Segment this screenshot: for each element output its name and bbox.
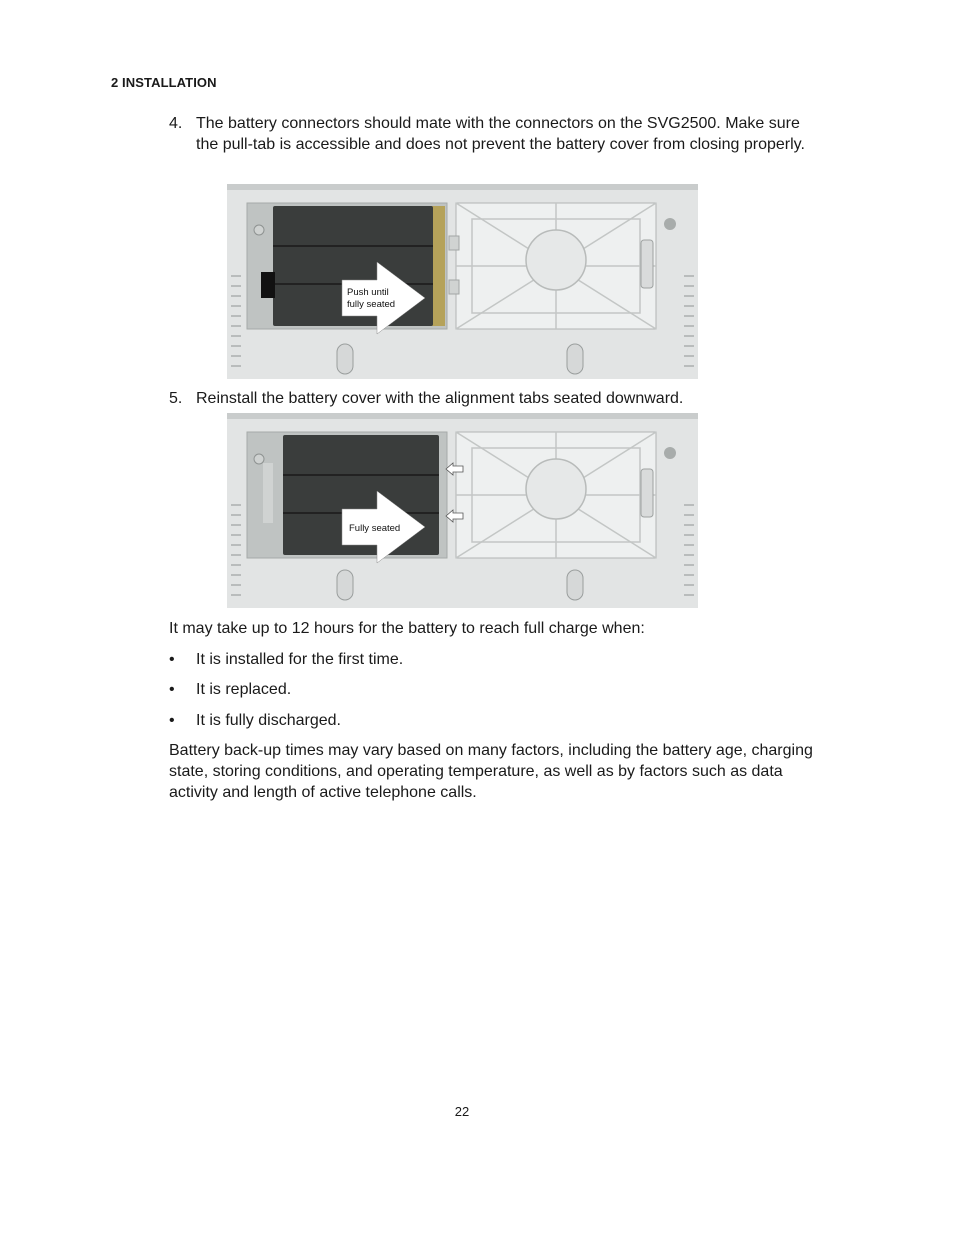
- page-number: 22: [454, 1104, 470, 1119]
- step-number: 5.: [169, 390, 183, 407]
- battery-install-photo: [227, 184, 698, 379]
- battery-cover-photo: [227, 413, 698, 608]
- bullet-icon: •: [169, 681, 175, 698]
- list-item-text: It is fully discharged.: [196, 712, 341, 729]
- step-5: [169, 389, 819, 410]
- list-item: [169, 710, 341, 731]
- charge-intro: It may take up to 12 hours for the battery to reach full charge when:: [169, 620, 645, 637]
- step-4: [169, 114, 819, 155]
- list-item: [169, 679, 291, 700]
- list-item-text: It is installed for the first time.: [196, 651, 404, 668]
- list-item-text: It is replaced.: [196, 681, 292, 698]
- section-header: 2 INSTALLATION: [111, 75, 217, 90]
- callout-push-label-2: fully seated: [347, 299, 396, 310]
- callout-seated-label: Fully seated: [349, 523, 401, 534]
- backup-times-paragraph: Battery back-up times may vary based on many factors, including the battery age, charging state, storing conditions, and operating temperature, as well as by factors such as data activity and length of active telephone calls.: [169, 742, 813, 801]
- callout-push-label: Push until: [347, 287, 389, 298]
- list-item: [169, 649, 403, 670]
- step-text: Reinstall the battery cover with the alignment tabs seated downward.: [196, 390, 684, 407]
- bullet-icon: •: [169, 712, 175, 729]
- step-number: 4.: [169, 115, 183, 132]
- step-text: The battery connectors should mate with the connectors on the SVG2500. Make sure the pull-tab is accessible and does not prevent the battery cover from closing properly.: [196, 115, 805, 153]
- bullet-icon: •: [169, 651, 175, 668]
